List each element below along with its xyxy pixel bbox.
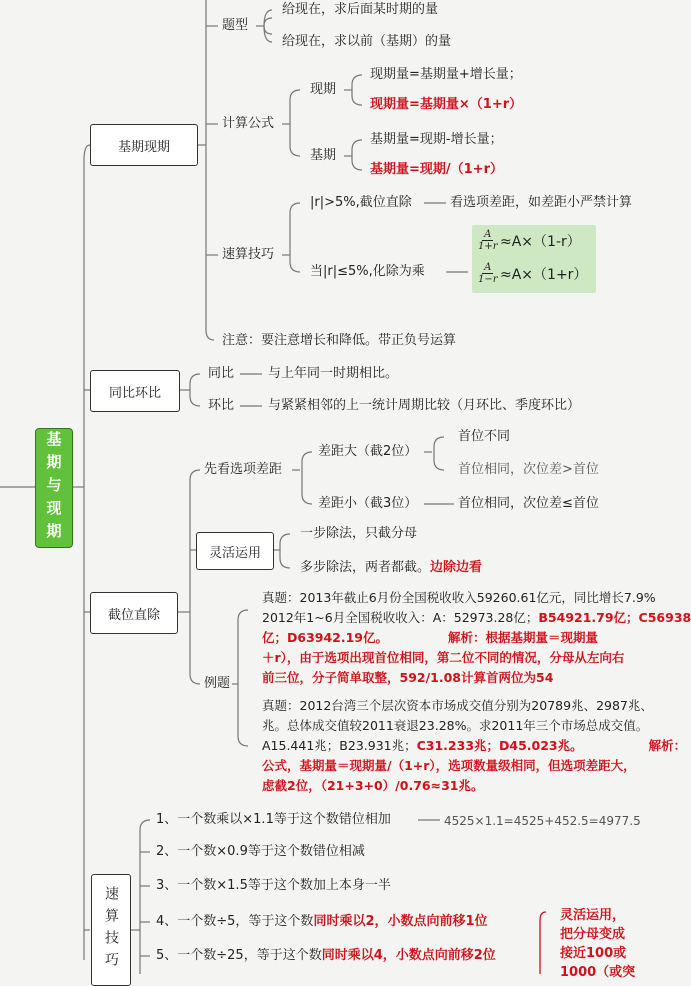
section-jiewei-zhichu: 截位直除 <box>90 592 178 634</box>
huanbi-desc: 与紧紧相邻的上一统计周期比较（月环比、季度环比） <box>268 398 581 413</box>
flexible-item-2 <box>300 560 482 576</box>
ex1-line-3 <box>262 628 691 648</box>
ex1-line-2 <box>262 608 691 628</box>
flexible-item-2-red: 边除边看 <box>430 560 483 575</box>
quick-note-line-4: 1000（或突 <box>560 965 636 980</box>
gap-large-item-2: 首位相同，次位差>首位 <box>458 462 599 477</box>
tongbi-desc: 与上年同一时期相比。 <box>268 366 399 381</box>
ex2-line-5: 虑截2位，（21+3+0）/0.76≈31兆。 <box>262 778 484 793</box>
approx-formula-2: ≈A×（1+r） <box>500 267 588 283</box>
section-quick-calc: 速算技巧 <box>91 874 131 986</box>
quick-calc-label: 速算技巧 <box>222 247 275 262</box>
xianqi-formula-2: 现期量=基期量×（1+r） <box>370 97 523 112</box>
example-2 <box>262 696 686 796</box>
gap-large-item-1: 首位不同 <box>458 429 511 444</box>
tixing-item-1: 给现在，求后面某时期的量 <box>282 2 439 17</box>
jiqi-formula-2: 基期量=现期/（1+r） <box>370 162 503 177</box>
quick-item-1: 1、一个数乘以×1.1等于这个数错位相加 <box>156 812 391 827</box>
ex2-line-3a: A15.441兆；B23.931兆； <box>262 738 417 753</box>
section-jiqi-xianqi: 基期现期 <box>90 124 198 166</box>
approx-formula-1: ≈A×（1-r） <box>500 234 581 250</box>
jiqi-formula-1: 基期量=现期-增长量； <box>370 132 503 147</box>
gap-small-label: 差距小（截3位） <box>318 496 418 511</box>
tixing-item-2: 给现在，求以前（基期）的量 <box>282 34 452 49</box>
flexible-use-box: 灵活运用 <box>196 532 274 570</box>
check-gap-label: 先看选项差距 <box>204 462 283 477</box>
quick-item-3: 3、一个数×1.5等于这个数加上本身一半 <box>156 878 391 893</box>
quick-item-1-example: 4525×1.1=4525+452.5=4977.5 <box>444 814 641 828</box>
quick-item-4a: 4、一个数÷5，等于这个数 <box>156 914 314 929</box>
xianqi-label: 现期 <box>310 82 337 97</box>
flexible-item-1: 一步除法，只截分母 <box>300 526 418 541</box>
gap-large-label: 差距大（截2位） <box>318 444 418 459</box>
quick-item-4 <box>156 914 488 930</box>
sign-note: 注意：要注意增长和降低。带正负号运算 <box>222 333 457 348</box>
tixing-label: 题型 <box>222 18 249 33</box>
rule-small-r: 当|r|≤5%,化除为乘 <box>310 264 425 279</box>
ex2-line-3 <box>262 736 686 756</box>
rule-large-r-note: 看选项差距，如差距小严禁计算 <box>450 195 633 210</box>
ex1-line-5: 前三位，分子简单取整，592/1.08计算首两位为54 <box>262 670 554 685</box>
flexible-item-2-text: 多步除法，两者都截。 <box>300 560 431 575</box>
ex2-line-3c: 解析： <box>648 738 687 753</box>
fraction-1-den: 1+r <box>478 241 498 252</box>
section-tongbi-huanbi: 同比环比 <box>90 370 180 412</box>
quick-calc-note <box>560 906 635 982</box>
example-label: 例题 <box>204 676 231 691</box>
ex2-line-1: 真题：2012台湾三个层次资本市场成交值分别为20789兆、2987兆、 <box>262 698 653 713</box>
root-node: 基期与现期 <box>35 428 73 548</box>
fraction-2-num: A <box>484 262 492 273</box>
ex2-line-3b: C31.233兆；D45.023兆。 <box>416 738 583 753</box>
quick-item-5a: 5、一个数÷25，等于这个数 <box>156 948 322 963</box>
fraction-1 <box>478 229 498 252</box>
ex1-line-4: ＋r），由于选项出现首位相同，第二位不同的情况，分母从左向右 <box>262 650 625 665</box>
rule-large-r: |r|>5%,截位直除 <box>310 195 412 210</box>
fraction-2 <box>478 262 498 285</box>
jiqi-label: 基期 <box>310 148 337 163</box>
huanbi-label: 环比 <box>208 398 235 413</box>
quick-note-line-1: 灵活运用， <box>560 908 626 923</box>
fraction-2-den: 1−r <box>478 274 498 285</box>
quick-note-line-2: 把分母变成 <box>560 927 626 942</box>
quick-item-5 <box>156 948 496 964</box>
ex1-line-3b: 解析：根据基期量＝现期量 <box>448 630 599 645</box>
gap-small-item: 首位相同，次位差≤首位 <box>458 496 599 511</box>
quick-item-2: 2、一个数×0.9等于这个数错位相减 <box>156 844 365 859</box>
example-1 <box>262 588 691 688</box>
ex1-line-2a: 2012年1~6月全国税收收入：A：52973.28亿； <box>262 610 539 625</box>
tongbi-label: 同比 <box>208 366 235 381</box>
ex2-line-2: 兆。总体成交值较2011衰退23.28%。求2011年三个市场总成交值。 <box>262 718 649 733</box>
quick-item-4b: 同时乘以2，小数点向前移1位 <box>313 914 488 929</box>
ex1-line-2b: B54921.79亿；C56938 <box>538 610 691 625</box>
quick-item-5b: 同时乘以4，小数点向前移2位 <box>321 948 496 963</box>
xianqi-formula-1: 现期量=基期量+增长量； <box>370 67 522 82</box>
ex1-line-3a: 亿；D63942.19亿。 <box>262 630 389 645</box>
ex2-line-4: 公式，基期量＝现期量/（1+r），选项数量级相同，但选项差距大， <box>262 758 636 773</box>
fraction-1-num: A <box>484 229 492 240</box>
quick-note-line-3: 接近100或 <box>560 946 627 961</box>
ex1-line-1: 真题：2013年截止6月份全国税收收入59260.61亿元，同比增长7.9% <box>262 590 656 605</box>
formula-label: 计算公式 <box>222 116 275 131</box>
